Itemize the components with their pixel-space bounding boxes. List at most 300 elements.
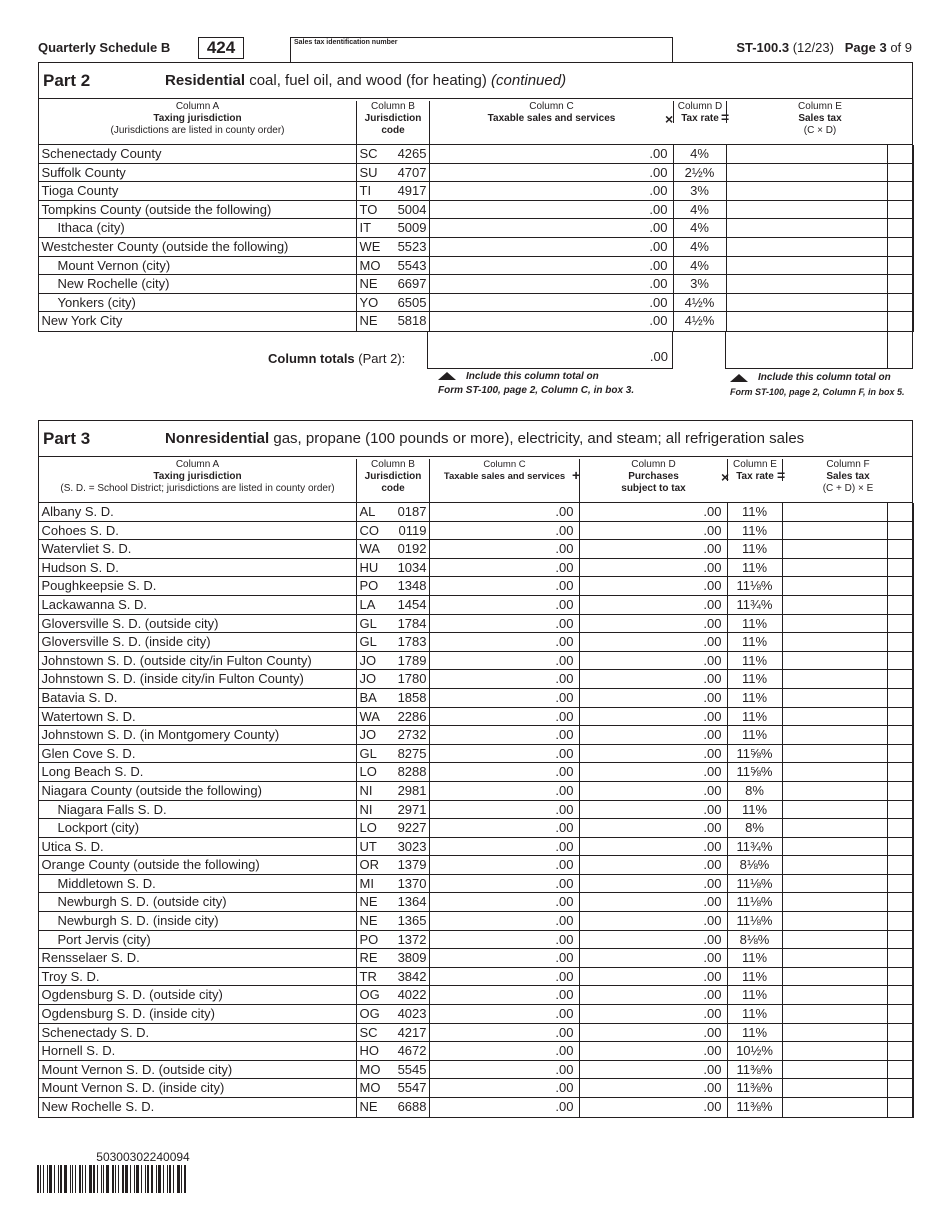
col-e-header: Column E Tax rate xyxy=(727,459,783,481)
jurisdiction-code: 2286 xyxy=(397,708,427,724)
tax-rate: 11% xyxy=(727,559,783,578)
purchases-subject-input[interactable]: .00 xyxy=(579,1061,727,1080)
column-c-total[interactable]: .00 xyxy=(649,349,668,364)
jurisdiction-abbrev: JO xyxy=(356,670,429,689)
jurisdiction-code: 5543 xyxy=(397,257,427,273)
taxable-sales-input[interactable]: .00 xyxy=(429,968,579,987)
purchases-subject-input[interactable]: .00 xyxy=(579,540,727,559)
jurisdiction-abbrev: BA xyxy=(356,689,429,708)
sales-tax-cents[interactable] xyxy=(888,238,913,257)
barcode-bar xyxy=(115,1165,116,1193)
tax-rate: 11⅛% xyxy=(727,875,783,894)
purchases-subject-input[interactable]: .00 xyxy=(579,912,727,931)
sales-tax-cents[interactable] xyxy=(888,689,913,708)
tax-rate: 2½% xyxy=(673,164,727,183)
jurisdiction-code: 3842 xyxy=(397,968,427,984)
jurisdiction-code: 1370 xyxy=(397,875,427,891)
sales-tax-input[interactable] xyxy=(783,689,888,708)
taxable-sales-input[interactable]: .00 xyxy=(429,931,579,950)
table-row xyxy=(39,522,913,541)
jurisdiction-abbrev: TO xyxy=(356,201,429,220)
purchases-subject-input[interactable]: .00 xyxy=(579,968,727,987)
col-a-header: Column A Taxing jurisdiction (Jurisdictions are listed in county order) xyxy=(110,101,285,136)
sales-tax-cents[interactable] xyxy=(888,1079,913,1098)
sales-tax-input[interactable] xyxy=(783,708,888,727)
table-row xyxy=(39,577,913,596)
jurisdiction-code: 5547 xyxy=(397,1080,427,1096)
sales-tax-input[interactable] xyxy=(783,875,888,894)
sales-tax-input[interactable] xyxy=(727,294,888,313)
sales-tax-cents[interactable] xyxy=(888,219,913,238)
jurisdiction-abbrev: MI xyxy=(356,875,429,894)
jurisdiction-name: Johnstown S. D. (outside city/in Fulton County) xyxy=(41,652,312,668)
sales-tax-cents[interactable] xyxy=(888,782,913,801)
purchases-subject-input[interactable]: .00 xyxy=(579,633,727,652)
part-2-totals xyxy=(38,331,913,369)
tax-rate: 8% xyxy=(727,819,783,838)
sales-tax-cents[interactable] xyxy=(888,856,913,875)
sales-tax-input[interactable] xyxy=(783,633,888,652)
table-row xyxy=(39,689,913,708)
sales-tax-input[interactable] xyxy=(727,164,888,183)
taxable-sales-input[interactable]: .00 xyxy=(429,838,579,857)
table-row xyxy=(39,275,913,294)
table-row xyxy=(39,652,913,671)
sales-tax-cents[interactable] xyxy=(888,708,913,727)
jurisdiction-code: 5523 xyxy=(397,238,427,254)
table-row xyxy=(39,708,913,727)
barcode-image xyxy=(37,1165,249,1193)
jurisdiction-abbrev: JO xyxy=(356,652,429,671)
tax-rate: 8⅛% xyxy=(727,931,783,950)
taxable-sales-input[interactable]: .00 xyxy=(429,1098,579,1117)
jurisdiction-abbrev: OR xyxy=(356,856,429,875)
purchases-subject-input[interactable]: .00 xyxy=(579,1098,727,1117)
taxable-sales-input[interactable]: .00 xyxy=(429,294,673,313)
sales-tax-input[interactable] xyxy=(783,522,888,541)
barcode-bar xyxy=(177,1165,180,1193)
sales-tax-input[interactable] xyxy=(727,238,888,257)
jurisdiction-abbrev: WA xyxy=(356,540,429,559)
purchases-subject-input[interactable]: .00 xyxy=(579,708,727,727)
taxable-sales-input[interactable]: .00 xyxy=(429,164,673,183)
sales-tax-input[interactable] xyxy=(783,949,888,968)
purchases-subject-input[interactable]: .00 xyxy=(579,503,727,522)
table-row xyxy=(39,670,913,689)
part-2-rows xyxy=(38,145,914,332)
jurisdiction-name: Westchester County (outside the following) xyxy=(41,238,289,254)
tax-rate: 11% xyxy=(727,689,783,708)
part-3-column-headers xyxy=(39,457,912,503)
jurisdiction-abbrev: OG xyxy=(356,1005,429,1024)
tax-rate: 4% xyxy=(673,201,727,220)
sales-tax-input[interactable] xyxy=(727,275,888,294)
col-b-header: Column B Jurisdiction code xyxy=(356,459,429,503)
taxable-sales-input[interactable]: .00 xyxy=(429,1061,579,1080)
sales-tax-input[interactable] xyxy=(783,968,888,987)
jurisdiction-name: Hudson S. D. xyxy=(41,559,119,575)
table-row xyxy=(39,763,913,782)
sales-tax-cents[interactable] xyxy=(888,596,913,615)
sales-tax-cents[interactable] xyxy=(888,182,913,201)
jurisdiction-code: 4265 xyxy=(397,146,427,161)
jurisdiction-code: 6697 xyxy=(397,276,427,292)
tax-rate: 11% xyxy=(727,949,783,968)
sales-tax-input[interactable] xyxy=(783,540,888,559)
jurisdiction-code: 3809 xyxy=(397,950,427,966)
sales-tax-cents[interactable] xyxy=(888,201,913,220)
purchases-subject-input[interactable]: .00 xyxy=(579,949,727,968)
sales-tax-input[interactable] xyxy=(783,763,888,782)
taxable-sales-input[interactable]: .00 xyxy=(429,912,579,931)
sales-tax-input[interactable] xyxy=(783,782,888,801)
tax-rate: 3% xyxy=(673,182,727,201)
barcode-bar xyxy=(112,1165,114,1193)
purchases-subject-input[interactable]: .00 xyxy=(579,986,727,1005)
sales-tax-cents[interactable] xyxy=(888,633,913,652)
jurisdiction-code: 8275 xyxy=(397,745,427,761)
taxable-sales-input[interactable]: .00 xyxy=(429,540,579,559)
purchases-subject-input[interactable]: .00 xyxy=(579,689,727,708)
purchases-subject-input[interactable]: .00 xyxy=(579,745,727,764)
tax-rate: 11⅝% xyxy=(727,763,783,782)
tax-rate: 4% xyxy=(673,257,727,276)
taxable-sales-input[interactable]: .00 xyxy=(429,312,673,331)
part-description: Nonresidential gas, propane (100 pounds or more), electricity, and steam; all refrigeration sales xyxy=(165,430,805,447)
purchases-subject-input[interactable]: .00 xyxy=(579,1024,727,1043)
sales-tax-input[interactable] xyxy=(727,312,888,331)
part-description: Residential coal, fuel oil, and wood (for heating) (continued) xyxy=(165,72,567,89)
note-column-c: Include this column total on Form ST-100, page 2, Column C, in box 3. xyxy=(438,371,635,396)
sales-tax-cents[interactable] xyxy=(888,652,913,671)
taxable-sales-input[interactable]: .00 xyxy=(429,949,579,968)
sales-tax-id-field[interactable] xyxy=(290,37,673,63)
sales-tax-cents[interactable] xyxy=(888,726,913,745)
purchases-subject-input[interactable]: .00 xyxy=(579,559,727,578)
taxable-sales-input[interactable]: .00 xyxy=(429,801,579,820)
jurisdiction-abbrev: GL xyxy=(356,615,429,634)
taxable-sales-input[interactable]: .00 xyxy=(429,615,579,634)
sales-tax-cents[interactable] xyxy=(888,1005,913,1024)
sales-tax-input[interactable] xyxy=(783,670,888,689)
sales-tax-cents[interactable] xyxy=(888,949,913,968)
sales-tax-cents[interactable] xyxy=(888,912,913,931)
barcode-bar xyxy=(64,1165,67,1193)
taxable-sales-input[interactable]: .00 xyxy=(429,875,579,894)
table-row xyxy=(39,145,913,164)
sales-tax-cents[interactable] xyxy=(888,1061,913,1080)
jurisdiction-code: 1789 xyxy=(397,652,427,668)
jurisdiction-name: Johnstown S. D. (inside city/in Fulton County) xyxy=(41,671,304,687)
jurisdiction-abbrev: NI xyxy=(356,782,429,801)
sales-tax-input[interactable] xyxy=(783,912,888,931)
sales-tax-input[interactable] xyxy=(783,596,888,615)
purchases-subject-input[interactable]: .00 xyxy=(579,893,727,912)
sales-tax-cents[interactable] xyxy=(888,615,913,634)
taxable-sales-input[interactable]: .00 xyxy=(429,670,579,689)
jurisdiction-code: 2732 xyxy=(397,727,427,743)
barcode-bar xyxy=(72,1165,73,1193)
jurisdiction-code: 5004 xyxy=(397,201,427,217)
sales-tax-input[interactable] xyxy=(783,1061,888,1080)
jurisdiction-name: Middletown S. D. xyxy=(57,875,156,891)
sales-tax-cents[interactable] xyxy=(888,931,913,950)
barcode-bar xyxy=(93,1165,95,1193)
part-number: Part 3 xyxy=(43,428,91,448)
sales-tax-cents[interactable] xyxy=(888,745,913,764)
taxable-sales-input[interactable]: .00 xyxy=(429,782,579,801)
sales-tax-input[interactable] xyxy=(783,986,888,1005)
barcode-number: 50300302240094 xyxy=(96,1150,190,1164)
table-row xyxy=(39,949,913,968)
jurisdiction-name: Ogdensburg S. D. (outside city) xyxy=(41,987,223,1003)
purchases-subject-input[interactable]: .00 xyxy=(579,819,727,838)
jurisdiction-name: Hornell S. D. xyxy=(41,1043,116,1059)
purchases-subject-input[interactable]: .00 xyxy=(579,596,727,615)
purchases-subject-input[interactable]: .00 xyxy=(579,1005,727,1024)
taxable-sales-input[interactable]: .00 xyxy=(429,819,579,838)
jurisdiction-name: Poughkeepsie S. D. xyxy=(41,578,157,594)
part-2-title xyxy=(39,63,912,99)
sales-tax-cents[interactable] xyxy=(888,875,913,894)
barcode-bar xyxy=(167,1165,168,1193)
sales-tax-input[interactable] xyxy=(783,615,888,634)
sales-tax-id-label: Sales tax identification number xyxy=(294,39,398,46)
purchases-subject-input[interactable]: .00 xyxy=(579,763,727,782)
col-d-header: Column D Tax rate xyxy=(673,101,727,123)
purchases-subject-input[interactable]: .00 xyxy=(579,652,727,671)
jurisdiction-name: Lackawanna S. D. xyxy=(41,596,148,612)
barcode-bar xyxy=(47,1165,48,1193)
jurisdiction-abbrev: MO xyxy=(356,1061,429,1080)
sales-tax-cents[interactable] xyxy=(888,164,913,183)
taxable-sales-input[interactable]: .00 xyxy=(429,596,579,615)
purchases-subject-input[interactable]: .00 xyxy=(579,856,727,875)
sales-tax-input[interactable] xyxy=(783,838,888,857)
table-row xyxy=(39,312,913,331)
taxable-sales-input[interactable]: .00 xyxy=(429,1079,579,1098)
taxable-sales-input[interactable]: .00 xyxy=(429,726,579,745)
sales-tax-cents[interactable] xyxy=(888,1098,913,1117)
taxable-sales-input[interactable]: .00 xyxy=(429,763,579,782)
sales-tax-cents[interactable] xyxy=(888,312,913,331)
sales-tax-cents[interactable] xyxy=(888,275,913,294)
form-date: (12/23) xyxy=(792,40,834,55)
sales-tax-input[interactable] xyxy=(783,856,888,875)
jurisdiction-name: Gloversville S. D. (inside city) xyxy=(41,634,211,650)
taxable-sales-input[interactable]: .00 xyxy=(429,522,579,541)
sales-tax-input[interactable] xyxy=(783,726,888,745)
table-row xyxy=(39,986,913,1005)
tax-rate: 11% xyxy=(727,986,783,1005)
jurisdiction-abbrev: NI xyxy=(356,801,429,820)
purchases-subject-input[interactable]: .00 xyxy=(579,931,727,950)
jurisdiction-name: Niagara County (outside the following) xyxy=(41,782,262,798)
part-3-rows xyxy=(38,503,914,1118)
sales-tax-cents[interactable] xyxy=(888,1042,913,1061)
table-row xyxy=(39,596,913,615)
taxable-sales-input[interactable]: .00 xyxy=(429,893,579,912)
table-row xyxy=(39,257,913,276)
barcode-bar xyxy=(136,1165,139,1193)
sales-tax-input[interactable] xyxy=(727,257,888,276)
taxable-sales-input[interactable]: .00 xyxy=(429,1005,579,1024)
purchases-subject-input[interactable]: .00 xyxy=(579,1079,727,1098)
sales-tax-input[interactable] xyxy=(783,931,888,950)
sales-tax-cents[interactable] xyxy=(888,145,913,164)
taxable-sales-input[interactable]: .00 xyxy=(429,633,579,652)
purchases-subject-input[interactable]: .00 xyxy=(579,522,727,541)
taxable-sales-input[interactable]: .00 xyxy=(429,652,579,671)
sales-tax-input[interactable] xyxy=(783,1098,888,1117)
sales-tax-cents[interactable] xyxy=(888,559,913,578)
purchases-subject-input[interactable]: .00 xyxy=(579,577,727,596)
sales-tax-cents[interactable] xyxy=(888,257,913,276)
sales-tax-cents[interactable] xyxy=(888,968,913,987)
form-code-box: 424 xyxy=(198,37,244,59)
sales-tax-input[interactable] xyxy=(783,577,888,596)
sales-tax-cents[interactable] xyxy=(888,1024,913,1043)
tax-rate: 11% xyxy=(727,540,783,559)
jurisdiction-name: New York City xyxy=(41,313,123,329)
jurisdiction-name: New Rochelle S. D. xyxy=(41,1099,155,1114)
table-row xyxy=(39,856,913,875)
table-row xyxy=(39,1024,913,1043)
sales-tax-input[interactable] xyxy=(783,559,888,578)
taxable-sales-input[interactable]: .00 xyxy=(429,275,673,294)
times-icon: × xyxy=(665,111,674,127)
purchases-subject-input[interactable]: .00 xyxy=(579,615,727,634)
purchases-subject-input[interactable]: .00 xyxy=(579,1042,727,1061)
barcode-bar xyxy=(181,1165,182,1193)
sales-tax-input[interactable] xyxy=(783,503,888,522)
jurisdiction-abbrev: NE xyxy=(356,893,429,912)
taxable-sales-input[interactable]: .00 xyxy=(429,503,579,522)
barcode-bar xyxy=(173,1165,174,1193)
sales-tax-input[interactable] xyxy=(783,745,888,764)
sales-tax-cents[interactable] xyxy=(888,577,913,596)
sales-tax-input[interactable] xyxy=(783,1024,888,1043)
jurisdiction-name: Lockport (city) xyxy=(57,820,140,836)
arrow-up-icon xyxy=(730,374,748,382)
jurisdiction-code: 4672 xyxy=(397,1043,427,1059)
sales-tax-input[interactable] xyxy=(727,219,888,238)
jurisdiction-name: Cohoes S. D. xyxy=(41,522,119,538)
barcode-bar xyxy=(54,1165,55,1193)
purchases-subject-input[interactable]: .00 xyxy=(579,875,727,894)
taxable-sales-input[interactable]: .00 xyxy=(429,1042,579,1061)
jurisdiction-name: Gloversville S. D. (outside city) xyxy=(41,615,219,631)
sales-tax-input[interactable] xyxy=(783,893,888,912)
taxable-sales-input[interactable]: .00 xyxy=(429,201,673,220)
barcode-bar xyxy=(184,1165,186,1193)
note-column-e: Include this column total on Form ST-100, page 2, Column F, in box 5. xyxy=(730,372,905,397)
sales-tax-input[interactable] xyxy=(783,652,888,671)
tax-rate: 4% xyxy=(673,238,727,257)
sales-tax-input[interactable] xyxy=(727,145,888,164)
barcode-bar xyxy=(125,1165,128,1193)
tax-rate: 11% xyxy=(727,522,783,541)
taxable-sales-input[interactable]: .00 xyxy=(429,182,673,201)
sales-tax-cents[interactable] xyxy=(888,838,913,857)
sales-tax-cents[interactable] xyxy=(888,986,913,1005)
jurisdiction-code: 0187 xyxy=(397,504,427,519)
jurisdiction-code: 4022 xyxy=(397,987,427,1003)
sales-tax-input[interactable] xyxy=(783,1005,888,1024)
taxable-sales-input[interactable]: .00 xyxy=(429,708,579,727)
jurisdiction-name: Mount Vernon (city) xyxy=(57,257,171,273)
sales-tax-cents[interactable] xyxy=(888,763,913,782)
taxable-sales-input[interactable]: .00 xyxy=(429,145,673,164)
jurisdiction-name: Watertown S. D. xyxy=(41,708,136,724)
jurisdiction-code: 1858 xyxy=(397,689,427,705)
sales-tax-input[interactable] xyxy=(783,819,888,838)
taxable-sales-input[interactable]: .00 xyxy=(429,559,579,578)
jurisdiction-code: 5818 xyxy=(397,313,427,329)
jurisdiction-code: 5009 xyxy=(397,220,427,236)
barcode-bar xyxy=(158,1165,161,1193)
sales-tax-cents[interactable] xyxy=(888,540,913,559)
jurisdiction-abbrev: SC xyxy=(356,145,429,164)
tax-rate: 11% xyxy=(727,968,783,987)
taxable-sales-input[interactable]: .00 xyxy=(429,577,579,596)
taxable-sales-input[interactable]: .00 xyxy=(429,986,579,1005)
taxable-sales-input[interactable]: .00 xyxy=(429,689,579,708)
taxable-sales-input[interactable]: .00 xyxy=(429,238,673,257)
sales-tax-input[interactable] xyxy=(783,801,888,820)
sales-tax-input[interactable] xyxy=(783,1079,888,1098)
taxable-sales-input[interactable]: .00 xyxy=(429,219,673,238)
jurisdiction-abbrev: NE xyxy=(356,275,429,294)
purchases-subject-input[interactable]: .00 xyxy=(579,838,727,857)
sales-tax-cents[interactable] xyxy=(888,503,913,522)
jurisdiction-name: Yonkers (city) xyxy=(57,294,136,310)
sales-tax-cents[interactable] xyxy=(888,522,913,541)
jurisdiction-abbrev: GL xyxy=(356,633,429,652)
purchases-subject-input[interactable]: .00 xyxy=(579,801,727,820)
purchases-subject-input[interactable]: .00 xyxy=(579,782,727,801)
sales-tax-cents[interactable] xyxy=(888,893,913,912)
jurisdiction-abbrev: NE xyxy=(356,912,429,931)
table-row xyxy=(39,838,913,857)
table-row xyxy=(39,819,913,838)
sales-tax-input[interactable] xyxy=(783,1042,888,1061)
tax-rate: 11% xyxy=(727,670,783,689)
taxable-sales-input[interactable]: .00 xyxy=(429,257,673,276)
jurisdiction-name: Tioga County xyxy=(41,183,119,199)
sales-tax-cents[interactable] xyxy=(888,801,913,820)
sales-tax-cents[interactable] xyxy=(888,670,913,689)
jurisdiction-name: Batavia S. D. xyxy=(41,689,118,705)
purchases-subject-input[interactable]: .00 xyxy=(579,726,727,745)
sales-tax-cents[interactable] xyxy=(888,819,913,838)
jurisdiction-abbrev: TR xyxy=(356,968,429,987)
taxable-sales-input[interactable]: .00 xyxy=(429,745,579,764)
jurisdiction-name: Niagara Falls S. D. xyxy=(57,801,167,817)
col-b-header: Column B Jurisdiction code xyxy=(356,101,429,145)
jurisdiction-code: 2981 xyxy=(397,782,427,798)
purchases-subject-input[interactable]: .00 xyxy=(579,670,727,689)
sales-tax-input[interactable] xyxy=(727,201,888,220)
sales-tax-cents[interactable] xyxy=(888,294,913,313)
barcode-bar xyxy=(79,1165,81,1193)
sales-tax-input[interactable] xyxy=(727,182,888,201)
taxable-sales-input[interactable]: .00 xyxy=(429,856,579,875)
jurisdiction-abbrev: MO xyxy=(356,257,429,276)
jurisdiction-abbrev: WE xyxy=(356,238,429,257)
taxable-sales-input[interactable]: .00 xyxy=(429,1024,579,1043)
page-number: 3 xyxy=(879,40,887,55)
